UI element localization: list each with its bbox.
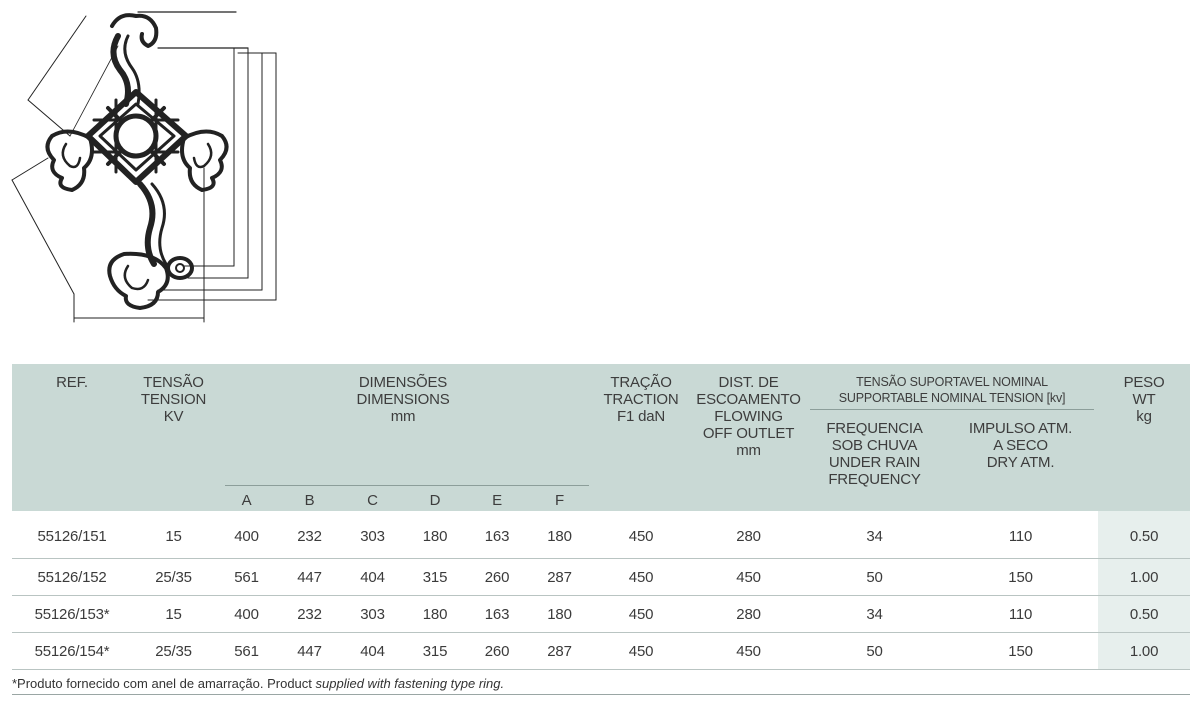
table-cell: 561 [215,633,278,670]
table-cell: 110 [943,511,1098,559]
table-cell: 55126/154* [12,633,132,670]
table-cell: 150 [943,633,1098,670]
table-cell: 400 [215,596,278,633]
header-impulse: IMPULSO ATM. A SECO DRY ATM. [943,410,1098,511]
header-traction: TRAÇÃO TRACTION F1 daN [591,364,691,511]
footnote: *Produto fornecido com anel de amarração. Product supplied with fastening type ring. [12,676,1190,695]
header-dimensions: DIMENSÕES DIMENSIONS mm [215,364,591,488]
table-cell: 110 [943,596,1098,633]
table-cell: 25/35 [132,633,215,670]
table-cell: 450 [591,633,691,670]
table-cell: 447 [278,559,341,596]
table-cell: 15 [132,596,215,633]
table-cell: 280 [691,511,806,559]
table-cell: 315 [404,633,466,670]
table-cell: 260 [466,633,528,670]
table-cell: 450 [591,559,691,596]
table-cell: 1.00 [1098,633,1190,670]
table-cell: 561 [215,559,278,596]
table-cell: 180 [528,596,591,633]
table-cell: 0.50 [1098,596,1190,633]
header-dim-f: F [528,488,591,511]
table-row [12,596,1190,633]
table-row [12,511,1190,559]
header-nominal: TENSÃO SUPORTAVEL NOMINAL SUPPORTABLE NOMINAL TENSION [kv] [806,364,1098,410]
header-flowing: DIST. DE ESCOAMENTO FLOWING OFF OUTLET mm [691,364,806,511]
table-cell: 447 [278,633,341,670]
table-row [12,559,1190,596]
table-cell: 280 [691,596,806,633]
insulator-drawing-icon [8,8,298,328]
table-cell: 163 [466,511,528,559]
table-cell: 260 [466,559,528,596]
table-cell: 180 [404,511,466,559]
table-cell: 55126/152 [12,559,132,596]
table-cell: 180 [528,511,591,559]
table-cell: 404 [341,633,404,670]
table-cell: 287 [528,559,591,596]
table-body [12,511,1190,670]
header-frequency: FREQUENCIA SOB CHUVA UNDER RAIN FREQUENCY [806,410,943,511]
header-dim-e: E [466,488,528,511]
table-cell: 404 [341,559,404,596]
table-cell: 1.00 [1098,559,1190,596]
spec-table [12,364,1190,670]
table-cell: 303 [341,596,404,633]
header-dim-a: A [215,488,278,511]
table-cell: 55126/153* [12,596,132,633]
table-cell: 0.50 [1098,511,1190,559]
table-row [12,633,1190,670]
header-dim-d: D [404,488,466,511]
table-cell: 15 [132,511,215,559]
header-peso: PESO WT kg [1098,364,1190,511]
table-cell: 55126/151 [12,511,132,559]
table-cell: 163 [466,596,528,633]
table-cell: 34 [806,511,943,559]
table-cell: 303 [341,511,404,559]
header-dim-b: B [278,488,341,511]
table-cell: 25/35 [132,559,215,596]
table-cell: 450 [691,633,806,670]
table-cell: 232 [278,511,341,559]
table-cell: 450 [591,596,691,633]
table-cell: 34 [806,596,943,633]
header-ref: REF. [12,364,132,511]
header-tension: TENSÃO TENSION KV [132,364,215,511]
table-cell: 315 [404,559,466,596]
header-dim-c: C [341,488,404,511]
table-cell: 50 [806,633,943,670]
table-cell: 180 [404,596,466,633]
table-cell: 150 [943,559,1098,596]
table-cell: 400 [215,511,278,559]
table-cell: 50 [806,559,943,596]
table-cell: 450 [591,511,691,559]
table-cell: 232 [278,596,341,633]
table-cell: 287 [528,633,591,670]
table-cell: 450 [691,559,806,596]
